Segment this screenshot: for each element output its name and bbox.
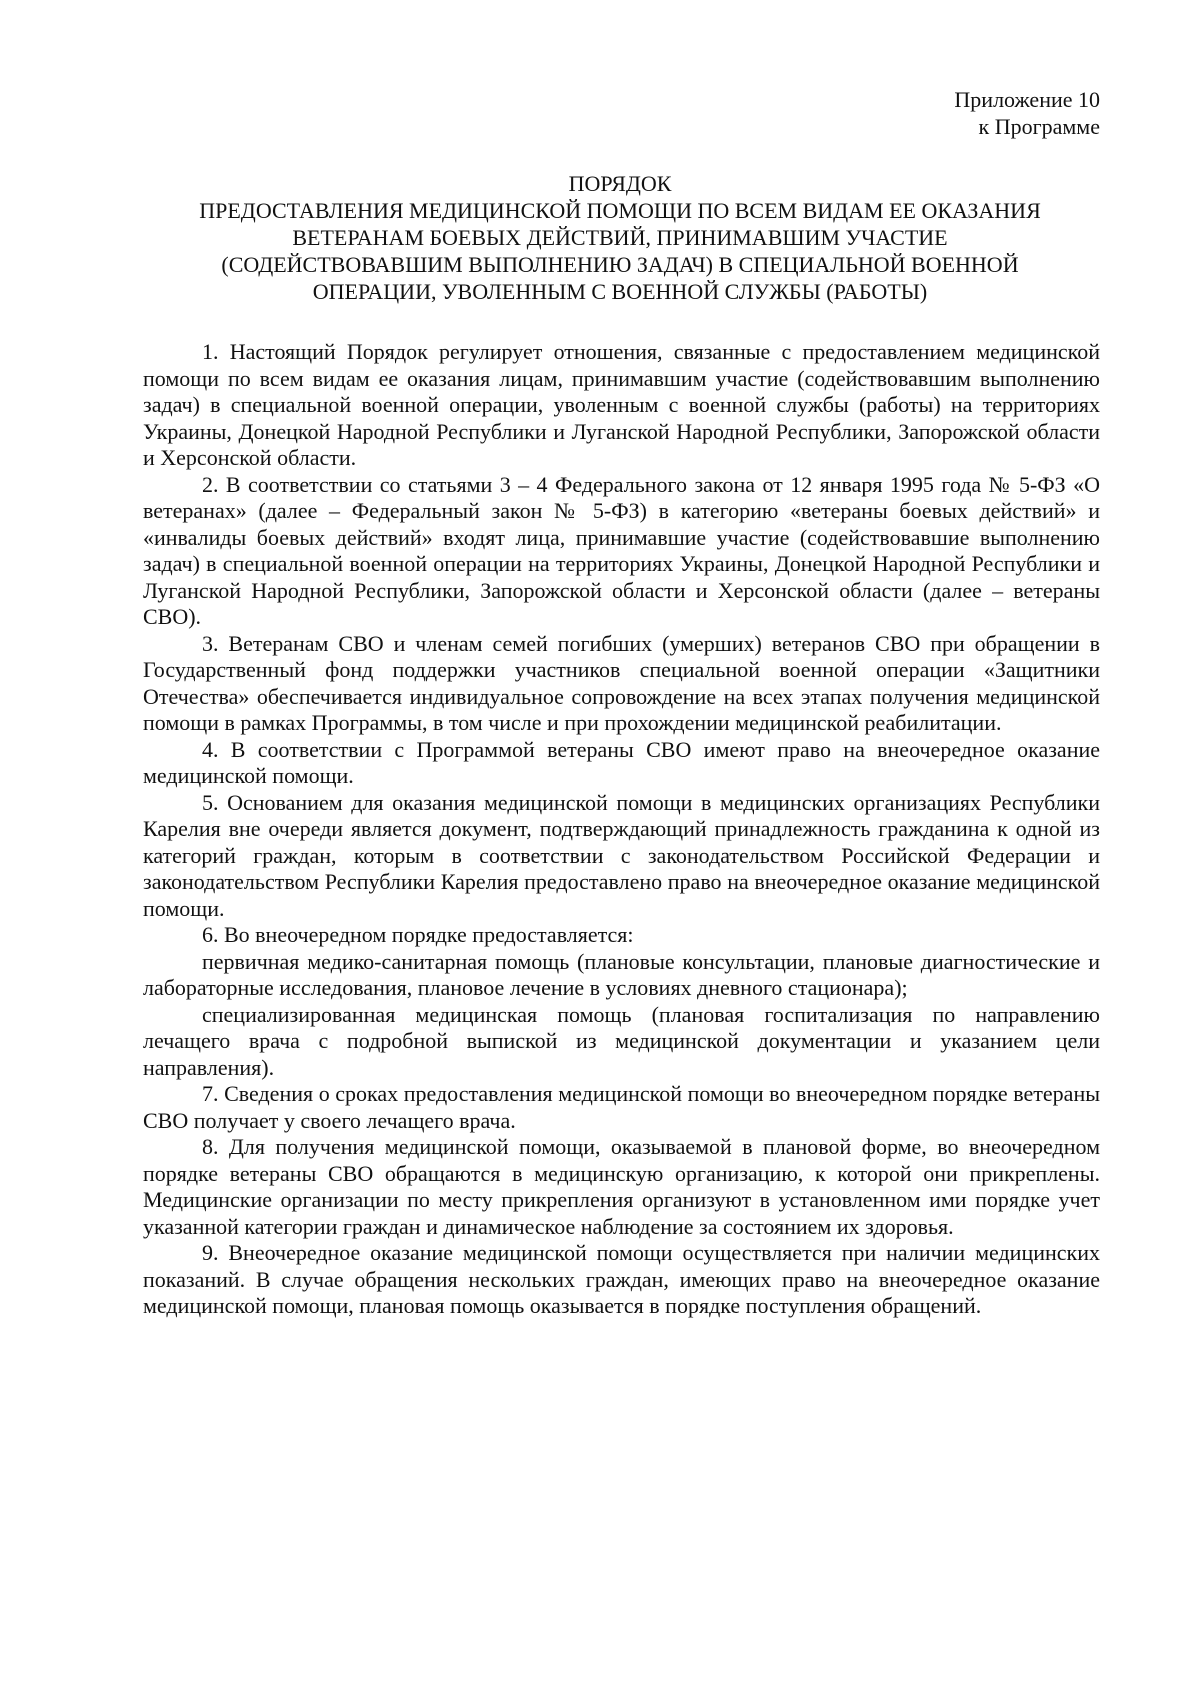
title-line-3: ВЕТЕРАНАМ БОЕВЫХ ДЕЙСТВИЙ, ПРИНИМАВШИМ УЧАСТИЕ <box>292 225 948 250</box>
paragraph-1: 1. Настоящий Порядок регулирует отношения, связанные с предоставлением медицинской помощи по всем видам ее оказания лицам, принимавшим участие (содействовавшим выполнению задач) в специальной военной операции, уволенным с военной службы (работы) на территориях Украины, Донецкой Народной Республики и Луганской Народной Республики, Запорожской области и Херсонской области. <box>143 339 1100 470</box>
appendix-reference <box>954 86 1100 140</box>
title-line-4: (СОДЕЙСТВОВАВШИМ ВЫПОЛНЕНИЮ ЗАДАЧ) В СПЕЦИАЛЬНОЙ ВОЕННОЙ <box>221 252 1019 277</box>
title-line-1: ПОРЯДОК <box>568 171 672 196</box>
appendix-number: Приложение 10 <box>954 87 1100 112</box>
title-line-5: ОПЕРАЦИИ, УВОЛЕННЫМ С ВОЕННОЙ СЛУЖБЫ (РАБОТЫ) <box>312 279 928 304</box>
document-title <box>140 170 1100 305</box>
title-line-2: ПРЕДОСТАВЛЕНИЯ МЕДИЦИНСКОЙ ПОМОЩИ ПО ВСЕМ ВИДАМ ЕЕ ОКАЗАНИЯ <box>199 198 1041 223</box>
paragraph-6: 6. Во внеочередном порядке предоставляется: <box>202 922 634 947</box>
paragraph-6-item-primary-care: первичная медико-санитарная помощь (плановые консультации, плановые диагностические и лабораторные исследования, плановое лечение в условиях дневного стационара); <box>143 948 1100 1000</box>
paragraph-8: 8. Для получения медицинской помощи, оказываемой в плановой форме, во внеочередном порядке ветераны СВО обращаются в медицинскую организацию, к которой они прикреплены. Медицинские организации по месту прикрепления организуют в установленном ими порядке учет указанной категории граждан и динамическое наблюдение за состоянием их здоровья. <box>143 1134 1100 1239</box>
appendix-program-ref: к Программе <box>978 114 1100 139</box>
paragraph-7: 7. Сведения о сроках предоставления медицинской помощи во внеочередном порядке ветераны СВО получает у своего лечащего врача. <box>143 1081 1100 1133</box>
paragraph-5: 5. Основанием для оказания медицинской помощи в медицинских организациях Республики Карелия вне очереди является документ, подтверждающий принадлежность гражданина к одной из категорий граждан, которым в соответствии с законодательством Российской Федерации и законодательством Республики Карелия предоставлено право на внеочередное оказание медицинской помощи. <box>143 789 1100 921</box>
document-body <box>143 339 1100 1320</box>
paragraph-2: 2. В соответствии со статьями 3 – 4 Федерального закона от 12 января 1995 года № 5-ФЗ «О ветеранах» (далее – Федеральный закон № 5-ФЗ) в категорию «ветераны боевых действий» и «инвалиды боевых действий» входят лица, принимавшие участие (содействовавшие выполнению задач) в специальной военной операции на территориях Украины, Донецкой Народной Республики и Луганской Народной Республики, Запорожской области и Херсонской области (далее – ветераны СВО). <box>143 471 1100 629</box>
paragraph-4: 4. В соответствии с Программой ветераны СВО имеют право на внеочередное оказание медицинской помощи. <box>143 736 1100 788</box>
paragraph-3: 3. Ветеранам СВО и членам семей погибших (умерших) ветеранов СВО при обращении в Государственный фонд поддержки участников специальной военной операции «Защитники Отечества» обеспечивается индивидуальное сопровождение на всех этапах получения медицинской помощи в рамках Программы, в том числе и при прохождении медицинской реабилитации. <box>143 630 1100 735</box>
paragraph-6-item-specialized-care: специализированная медицинская помощь (плановая госпитализация по направлению лечащего врача с подробной выпиской из медицинской документации и указанием цели направления). <box>143 1001 1100 1080</box>
paragraph-9: 9. Внеочередное оказание медицинской помощи осуществляется при наличии медицинских показаний. В случае обращения нескольких граждан, имеющих право на внеочередное оказание медицинской помощи, плановая помощь оказывается в порядке поступления обращений. <box>143 1240 1100 1318</box>
